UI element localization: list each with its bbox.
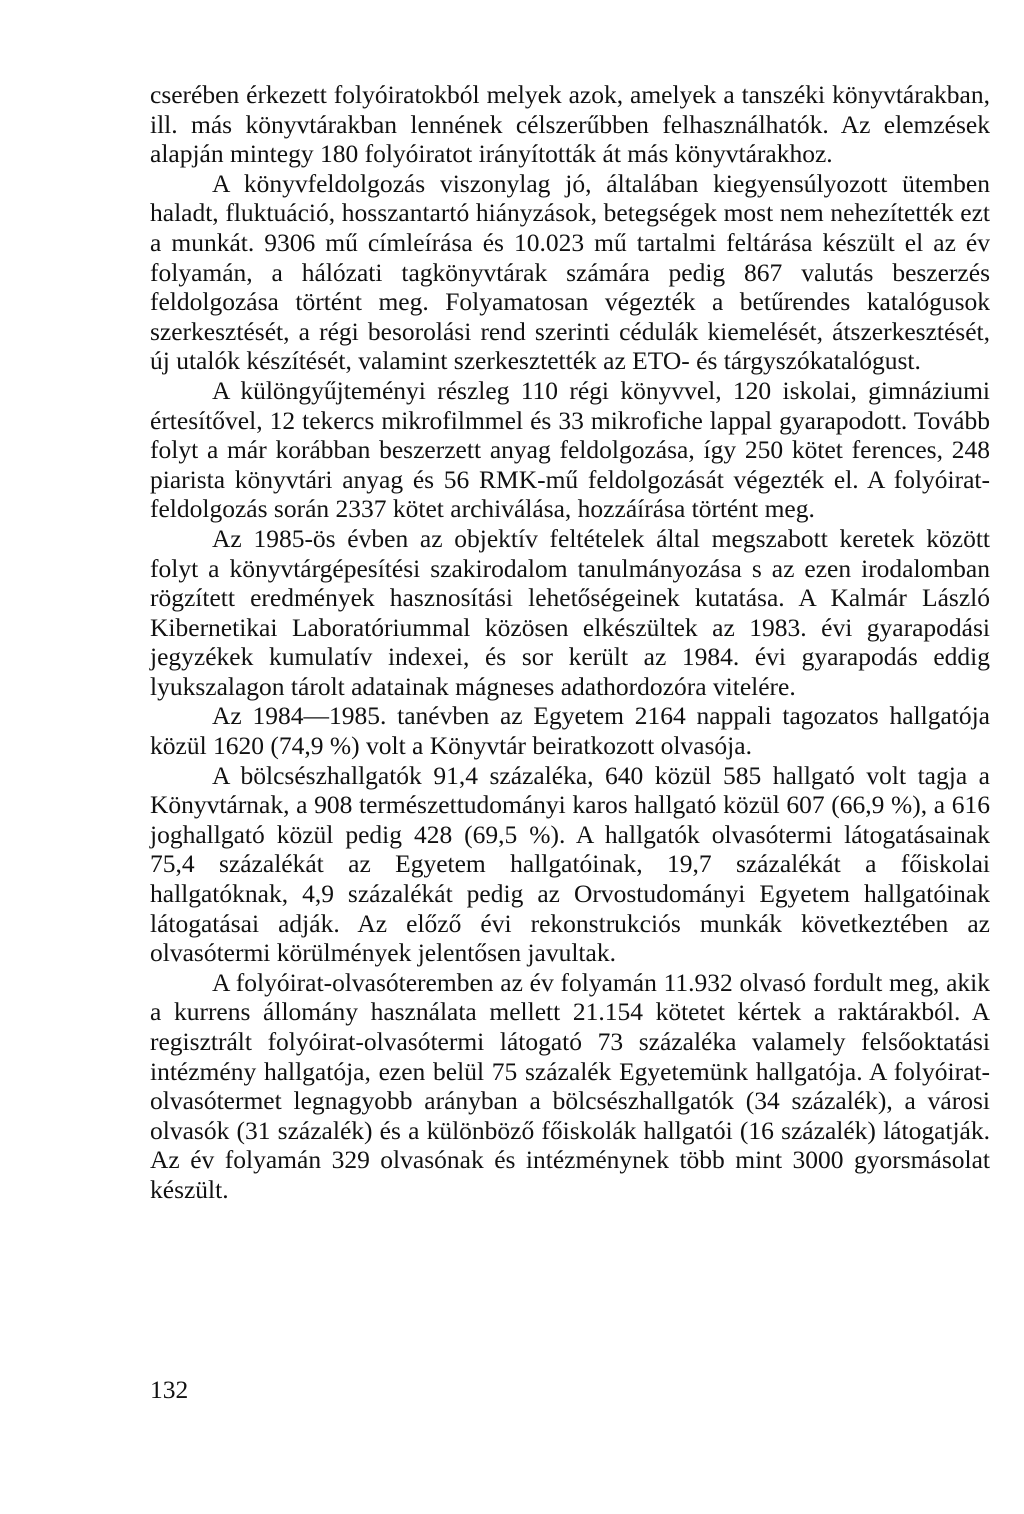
page-body [150,80,990,1205]
paragraph-automation: Az 1985-ös évben az objektív feltételek által megszabott keretek között folyt a könyvtárgépesítési szakirodalom tanulmányozása s az ezen irodalomban rögzített eredmények hasznosítási lehetőségeinek kutatása. A Kalmár László Kibernetikai Laboratóriummal közösen elkészültek az 1983. évi gyarapodási jegyzékek kumulatív indexei, és sor került az 1984. évi gyarapodás eddig lyukszalagon tárolt adatainak mágneses adathordozóra vitelére. [150,523,990,701]
page-number: 132 [150,1375,189,1404]
paragraph-continuation: cserében érkezett folyóiratokból melyek azok, amelyek a tanszéki könyvtárakban, ill. más könyvtárakban lennének célszerűbben felhasználhatók. Az elemzések alapján mintegy 180 folyóiratot irányították át más könyvtárakhoz. [150,80,990,169]
paragraph-periodical-reading-room: A folyóirat-olvasóteremben az év folyamán 11.932 olvasó fordult meg, akik a kurrens állomány használata mellett 21.154 kötetet kértek a raktárakból. A regisztrált folyóirat-olvasótermi látogató 73 százaléka valamely felsőoktatási intézmény hallgatója, ezen belül 75 százalék Egyetemünk hallgatója. A folyóirat-olvasótermet legnagyobb arányban a bölcsészhallgatók (34 százalék), a városi olvasók (31 százalék) és a különböző főiskolák hallgatói (16 százalék) látogatják. Az év folyamán 329 olvasónak és intézménynek több mint 3000 gyorsmásolat készült. [150,967,990,1204]
paragraph-book-processing: A könyvfeldolgozás viszonylag jó, általában kiegyensúlyozott ütemben haladt, fluktuáció, hosszantartó hiányzások, betegségek most nem nehezítették ezt a munkát. 9306 mű címleírása és 10.023 mű tartalmi feltárása készült el az év folyamán, a hálózati tagkönyvtárak számára pedig 867 valutás beszerzés feldolgozása történt meg. Folyamatosan végezték a betűrendes katalógusok szerkesztését, a régi besorolási rend szerinti cédulák kiemelését, átszerkesztését, új utalók készítését, valamint szerkesztették az ETO- és tárgyszókatalógust. [150,168,990,376]
paragraph-special-collection: A különgyűjteményi részleg 110 régi könyvvel, 120 iskolai, gimnáziumi értesítővel, 12 tekercs mikrofilmmel és 33 mikrofiche lappal gyarapodott. Tovább folyt a már korábban beszerzett anyag feldolgozása, így 250 kötet ferences, 248 piarista könyvtári anyag és 56 RMK-mű feldolgozását végezték el. A folyóirat-feldolgozás során 2337 kötet archiválása, hozzáírása történt meg. [150,375,990,524]
paragraph-readers-stats: Az 1984—1985. tanévben az Egyetem 2164 nappali tagozatos hallgatója közül 1620 (74,9 %) volt a Könyvtár beiratkozott olvasója. [150,701,990,761]
paragraph-student-stats: A bölcsészhallgatók 91,4 százaléka, 640 közül 585 hallgató volt tagja a Könyvtárnak, a 908 természettudományi karos hallgató közül 607 (66,9 %), a 616 joghallgató közül pedig 428 (69,5 %). A hallgatók olvasótermi látogatásainak 75,4 százalékát az Egyetem hallgatóinak, 19,7 százalékát a főiskolai hallgatóknak, 4,9 százalékát pedig az Orvostudományi Egyetem hallgatóinak látogatásai adják. Az előző évi rekonstrukciós munkák következtében az olvasótermi körülmények jelentősen javultak. [150,760,990,968]
